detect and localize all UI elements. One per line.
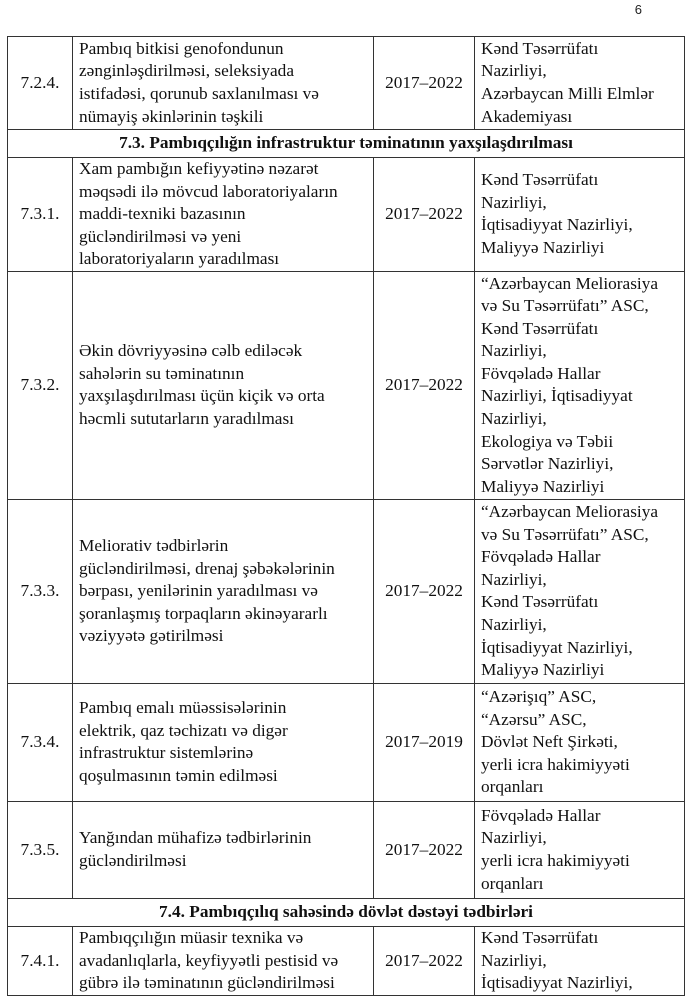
table-row bbox=[8, 801, 685, 898]
responsible-line: Akademiyası bbox=[481, 106, 573, 126]
description-line: Pambıqçılığın müasir texnika və bbox=[79, 927, 304, 947]
description-line: elektrik, qaz təchizatı və digər bbox=[79, 720, 288, 740]
responsible-line: “Azərbaycan Meliorasiya bbox=[481, 273, 659, 293]
responsible-line: Maliyyə Nazirliyi bbox=[481, 476, 605, 496]
description-line: zənginləşdirilməsi, seleksiyada bbox=[79, 61, 294, 81]
responsible-line: Sərvətlər Nazirliyi, bbox=[481, 454, 614, 474]
description-line: avadanlıqlarla, keyfiyyətli pestisid və bbox=[79, 950, 339, 970]
item-period: 2017–2019 bbox=[374, 683, 475, 801]
description-line: Pambıq emalı müəssisələrinin bbox=[79, 698, 287, 718]
responsible-line: Kənd Təsərrüfatı bbox=[481, 927, 599, 947]
description-line: maddi-texniki bazasının bbox=[79, 204, 246, 224]
responsible-line: yerli icra hakimiyyəti bbox=[481, 754, 630, 774]
description-line: gübrə ilə təminatının gücləndirilməsi bbox=[79, 973, 335, 993]
responsible-line: Fövqəladə Hallar bbox=[481, 363, 601, 383]
responsible-line: Nazirliyi, bbox=[481, 828, 547, 848]
item-period: 2017–2022 bbox=[374, 926, 475, 995]
item-responsible bbox=[475, 271, 685, 499]
item-number: 7.3.5. bbox=[8, 801, 73, 898]
item-number: 7.3.4. bbox=[8, 683, 73, 801]
item-description bbox=[73, 801, 374, 898]
responsible-line: İqtisadiyyat Nazirliyi, bbox=[481, 973, 633, 993]
responsible-line: Nazirliyi, İqtisadiyyat bbox=[481, 386, 633, 406]
description-line: Yanğından mühafizə tədbirlərinin bbox=[79, 828, 312, 848]
responsible-line: Kənd Təsərrüfatı bbox=[481, 592, 599, 612]
responsible-line: Nazirliyi, bbox=[481, 569, 547, 589]
description-line: həcmli sututarların yaradılması bbox=[79, 409, 294, 429]
item-description bbox=[73, 37, 374, 130]
item-period: 2017–2022 bbox=[374, 801, 475, 898]
responsible-line: Kənd Təsərrüfatı bbox=[481, 318, 599, 338]
responsible-line: Fövqəladə Hallar bbox=[481, 805, 601, 825]
responsible-line: Fövqəladə Hallar bbox=[481, 547, 601, 567]
page-number: 6 bbox=[634, 2, 642, 17]
description-line: gücləndirilməsi, drenaj şəbəkələrinin bbox=[79, 558, 335, 578]
description-line: gücləndirilməsi və yeni bbox=[79, 226, 242, 246]
item-description bbox=[73, 683, 374, 801]
responsible-line: Nazirliyi, bbox=[481, 615, 547, 635]
responsible-line: orqanları bbox=[481, 873, 544, 893]
item-description bbox=[73, 271, 374, 499]
responsible-line: Nazirliyi, bbox=[481, 61, 547, 81]
responsible-line: orqanları bbox=[481, 777, 544, 797]
item-responsible bbox=[475, 158, 685, 272]
table-row bbox=[8, 158, 685, 272]
responsible-line: İqtisadiyyat Nazirliyi, bbox=[481, 215, 633, 235]
item-number: 7.2.4. bbox=[8, 37, 73, 130]
description-line: nümayiş əkinlərinin təşkili bbox=[79, 106, 264, 126]
action-plan-table-body bbox=[8, 37, 685, 996]
responsible-line: İqtisadiyyat Nazirliyi, bbox=[481, 637, 633, 657]
item-responsible bbox=[475, 926, 685, 995]
item-period: 2017–2022 bbox=[374, 271, 475, 499]
responsible-line: “Azərbaycan Meliorasiya bbox=[481, 502, 659, 522]
section-title: 7.3. Pambıqçılığın infrastruktur təminatının yaxşılaşdırılması bbox=[8, 130, 685, 158]
item-responsible bbox=[475, 801, 685, 898]
responsible-line: “Azərsu” ASC, bbox=[481, 709, 587, 729]
item-period: 2017–2022 bbox=[374, 37, 475, 130]
description-line: Pambıq bitkisi genofondunun bbox=[79, 38, 284, 58]
item-responsible bbox=[475, 499, 685, 683]
section-header-row bbox=[8, 130, 685, 158]
responsible-line: Dövlət Neft Şirkəti, bbox=[481, 732, 618, 752]
responsible-line: Ekologiya və Təbii bbox=[481, 431, 614, 451]
item-number: 7.3.1. bbox=[8, 158, 73, 272]
item-description bbox=[73, 158, 374, 272]
description-line: Meliorativ tədbirlərin bbox=[79, 535, 229, 555]
section-header-row bbox=[8, 898, 685, 926]
description-line: Xam pambığın kefiyyətinə nəzarət bbox=[79, 159, 319, 178]
item-number: 7.4.1. bbox=[8, 926, 73, 995]
responsible-line: Kənd Təsərrüfatı bbox=[481, 38, 599, 58]
responsible-line: Maliyyə Nazirliyi bbox=[481, 238, 605, 258]
description-line: vəziyyətə gətirilməsi bbox=[79, 626, 224, 646]
responsible-line: yerli icra hakimiyyəti bbox=[481, 850, 630, 870]
responsible-line: Maliyyə Nazirliyi bbox=[481, 660, 605, 680]
description-line: infrastruktur sistemlərinə bbox=[79, 743, 254, 763]
responsible-line: və Su Təsərrüfatı” ASC, bbox=[481, 524, 649, 544]
table-row bbox=[8, 37, 685, 130]
item-period: 2017–2022 bbox=[374, 158, 475, 272]
description-line: laboratoriyaların yaradılması bbox=[79, 249, 280, 269]
description-line: gücləndirilməsi bbox=[79, 850, 187, 870]
responsible-line: Kənd Təsərrüfatı bbox=[481, 170, 599, 190]
description-line: yaxşılaşdırılması üçün kiçik və orta bbox=[79, 386, 325, 406]
item-description bbox=[73, 499, 374, 683]
responsible-line: Nazirliyi, bbox=[481, 950, 547, 970]
table-row bbox=[8, 271, 685, 499]
table-row bbox=[8, 683, 685, 801]
item-period: 2017–2022 bbox=[374, 499, 475, 683]
description-line: qoşulmasının təmin edilməsi bbox=[79, 766, 278, 786]
item-responsible bbox=[475, 37, 685, 130]
description-line: Əkin dövriyyəsinə cəlb ediləcək bbox=[79, 341, 303, 361]
responsible-line: Azərbaycan Milli Elmlər bbox=[481, 84, 654, 103]
description-line: şoranlaşmış torpaqların əkinəyararlı bbox=[79, 603, 328, 623]
responsible-line: Nazirliyi, bbox=[481, 409, 547, 429]
item-number: 7.3.3. bbox=[8, 499, 73, 683]
responsible-line: Nazirliyi, bbox=[481, 341, 547, 361]
description-line: bərpası, yenilərinin yaradılması və bbox=[79, 581, 318, 601]
responsible-line: “Azərişıq” ASC, bbox=[481, 686, 597, 706]
item-description bbox=[73, 926, 374, 995]
responsible-line: və Su Təsərrüfatı” ASC, bbox=[481, 296, 649, 316]
item-number: 7.3.2. bbox=[8, 271, 73, 499]
action-plan-table bbox=[7, 36, 685, 996]
section-title: 7.4. Pambıqçılıq sahəsində dövlət dəstəyi tədbirləri bbox=[8, 898, 685, 926]
responsible-line: Nazirliyi, bbox=[481, 192, 547, 212]
description-line: sahələrin su təminatının bbox=[79, 363, 245, 383]
table-row bbox=[8, 499, 685, 683]
table-row bbox=[8, 926, 685, 995]
item-responsible bbox=[475, 683, 685, 801]
description-line: məqsədi ilə mövcud laboratoriyaların bbox=[79, 181, 338, 201]
description-line: istifadəsi, qorunub saxlanılması və bbox=[79, 84, 319, 103]
